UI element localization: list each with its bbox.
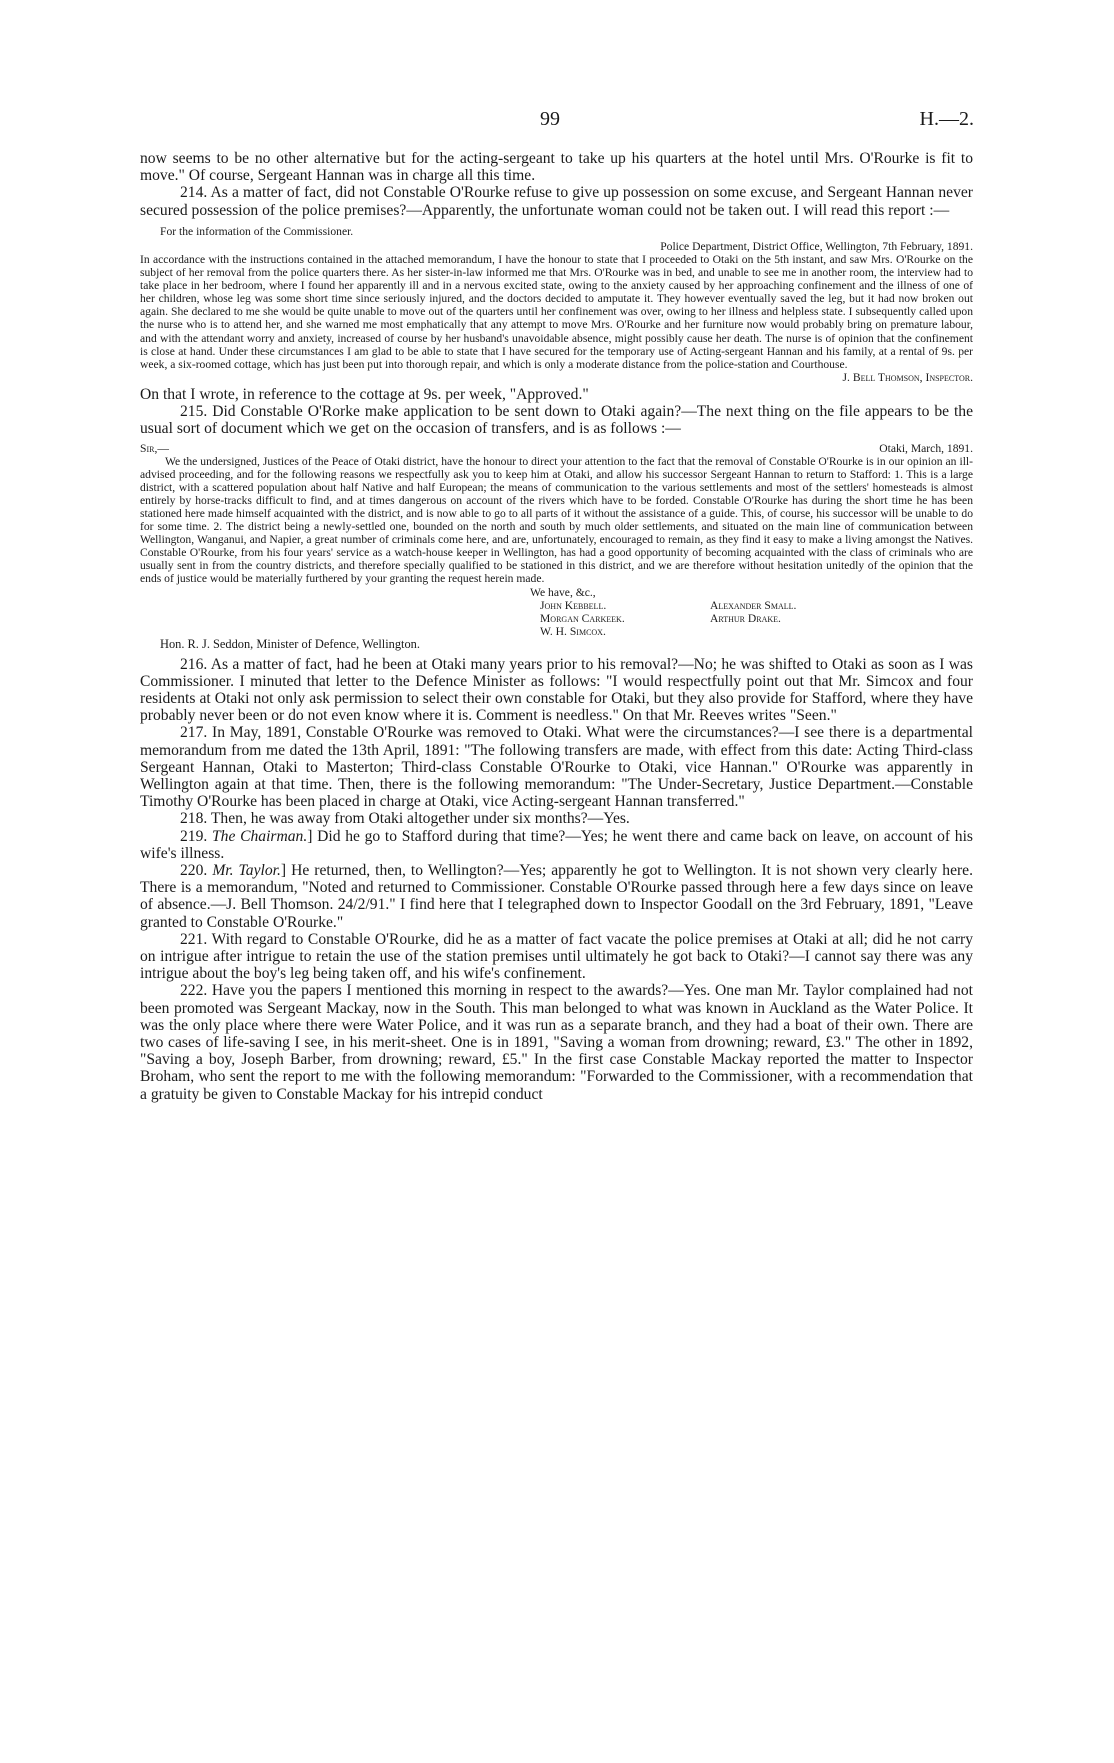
paragraph-216: 216. As a matter of fact, had he been at Otaki many years prior to his removal?—No; he was shifted to Otaki as soon as I was Commissioner. I minuted that letter to the Defence Minister as follows: "I would respectfully point out that Mr. Simcox and four residents at Otaki not only ask permission to select their own constable for Otaki, but they also provide for Stafford, where they have probably never been or do not even know where it is. Comment is needless." On that Mr. Reeves writes "Seen." — [140, 655, 973, 725]
letter-salutation: Sir,— — [140, 441, 169, 455]
letter-addressee: Hon. R. J. Seddon, Minister of Defence, Wellington. — [160, 636, 420, 651]
paragraph-text: ] Did he go to Stafford during that time?—Yes; he went there and came back on leave, on account of his wife's illness. — [140, 827, 973, 862]
report-for-info: For the information of the Commissioner. — [160, 224, 354, 238]
paragraph-217: 217. In May, 1891, Constable O'Rourke was removed to Otaki. What were the circumstances?—I see there is a departmental memorandum from me dated the 13th April, 1891: "The following transfers are made, with effect from this date: Acting Third-class Sergeant Hannan, Otaki to Masterton; Third-class Constable O'Rourke to Otaki, vice Hannan." O'Rourke was apparently in Wellington again at that time. Then, there is the following memorandum: "The Under-Secretary, Justice Department.—Constable Timothy O'Rourke has been placed in charge at Otaki, vice Acting-sergeant Hannan transferred." — [140, 724, 973, 811]
signatory: Arthur Drake. — [710, 611, 781, 625]
report-signature: J. Bell Thomson, Inspector. — [842, 370, 973, 384]
paragraph-218: 218. Then, he was away from Otaki altogether under six months?—Yes. — [180, 810, 630, 828]
signatory: Morgan Carkeek. — [540, 611, 625, 625]
letter-signature-block — [140, 586, 973, 652]
paragraph-219 — [140, 828, 973, 862]
signatory: Alexander Small. — [710, 598, 797, 612]
letter-closing: We have, &c., — [530, 585, 596, 599]
page-number: 99 — [540, 108, 560, 130]
paragraph-text: ] He returned, then, to Wellington?—Yes; apparently he got to Wellington. It is not shown very clearly here. There is a memorandum, "Noted and returned to Commissioner. Constable O'Rourke passed through here a few days since on leave of absence.—J. Bell Thomson. 24/2/91." I find here that I telegraphed down to Inspector Goodall on the 3rd February, 1891, "Leave granted to Constable O'Rourke." — [140, 862, 974, 931]
paragraph-number: 219. — [180, 827, 212, 845]
paragraph-221: 221. With regard to Constable O'Rourke, did he as a matter of fact vacate the police premises at Otaki at all; did he not carry on intrigue after intrigue to retain the use of the station premises until ultimately he got back to Otaki?—I cannot say there was any intrigue about the boy's leg being taken off, and his wife's confinement. — [140, 930, 973, 983]
letter-body: We the undersigned, Justices of the Peace of Otaki district, have the honour to direct your attention to the fact that the removal of Constable O'Rourke is in our opinion an ill-advised proceeding, and for the following reasons we respectfully ask you to keep him at Otaki, and allow his successor Sergeant Hannan to return to Stafford: 1. This is a large district, with a scattered population about half Native and half European; the means of communication to the various settlements and most of the settlers' homesteads is almost entirely by horse-tracks difficult to find, and at times dangerous on account of the rivers which have to be forded. Constable O'Rourke has during the short time he has been stationed here made himself acquainted with the district, and is now able to go to all parts of it without the assistance of a guide. This, of course, his successor will be unable to do for some time. 2. The district being a newly-settled one, bounded on the north and south by much older settlements, and situated on the main line of communication between Wellington, Wanganui, and Napier, a great number of criminals come here, and are, unfortunately, encouraged to remain, as they find it easy to make a living amongst the Natives. Constable O'Rourke, from his four years' service as a watch-house keeper in Wellington, has had a good opportunity of becoming acquainted with the class of criminals who are usually sent in from the country districts, and therefore specially qualified to be stationed in this district, and we are therefore without hesitation unitedly of the opinion that the ends of justice would be materially furthered by your granting the request herein made. — [140, 454, 973, 586]
paragraph-number: 220. — [180, 862, 213, 880]
paragraph-220 — [140, 862, 973, 931]
letter-dateline: Otaki, March, 1891. — [879, 441, 973, 455]
paragraph-222: 222. Have you the papers I mentioned this morning in respect to the awards?—Yes. One man Mr. Taylor complained had not been promoted was Sergeant Mackay, now in the South. This man belonged to what was known in Auckland as the Water Police. It was the only place where there were Water Police, and it was run as a separate branch, and they had a boat of their own. There are two cases of life-saving I see, in his merit-sheet. One is in 1891, "Saving a woman from drowning; reward, £3." The other in 1892, "Saving a boy, Joseph Barber, from drowning; reward, £5." In the first case Constable Mackay reported the matter to Inspector Broham, who sent the report to me with the following memorandum: "Forwarded to the Commissioner, with a recommendation that a gratuity be given to Constable Mackay for his intrepid conduct — [140, 982, 973, 1103]
signatory: John Kebbell. — [540, 598, 607, 612]
report-body: In accordance with the instructions contained in the attached memorandum, I have the honour to state that I proceeded to Otaki on the 5th instant, and saw Mrs. O'Rourke on the subject of her removal from the police quarters there. As her sister-in-law informed me that Mrs. O'Rourke was in bed, and unable to see me in another room, the interview had to take place in her bedroom, where I found her apparently ill and in a nervous excited state, owing to the anxiety caused by her approaching confinement and the illness of one of her children, whose leg was some short time since seriously injured, and the doctors decided to amputate it. They however eventually saved the leg, but it had now broken out again. She declared to me she would be quite unable to move out of the quarters until her confinement was over, owing to her illness and helpless state. I subsequently called upon the nurse who is to attend her, and she warned me most emphatically that any attempt to move Mrs. O'Rourke and her furniture now would probably bring on premature labour, and with the attendant worry and anxiety, increased of course by her husband's unavoidable absence, might possibly cause her death. The nurse is of opinion that the confinement is close at hand. Under these circumstances I am glad to be able to state that I have secured for the temporary use of Acting-sergeant Hannan and his family, at a rental of 9s. per week, a six-roomed cottage, which has just been put into thorough repair, and which is only a moderate distance from the police-station and Courthouse. — [140, 253, 973, 371]
speaker-label: Mr. Taylor. — [212, 862, 281, 880]
page-body — [140, 150, 973, 1103]
document-reference: H.—2. — [919, 108, 974, 130]
paragraph-continuation: now seems to be no other alternative but for the acting-sergeant to take up his quarters at the hotel until Mrs. O'Rourke is fit to move." Of course, Sergeant Hannan was in charge all this time. — [140, 150, 973, 185]
signatory: W. H. Simcox. — [540, 624, 606, 638]
paragraph-215: 215. Did Constable O'Rorke make application to be sent down to Otaki again?—The next thing on the file appears to be the usual sort of document which we get on the occasion of transfers, and is as follows :— — [140, 403, 973, 438]
speaker-label: The Chairman. — [211, 827, 308, 845]
paragraph-approved: On that I wrote, in reference to the cottage at 9s. per week, "Approved." — [140, 385, 589, 403]
page-header — [0, 108, 1114, 138]
letter-header — [140, 442, 973, 455]
report-dateline: Police Department, District Office, Wellington, 7th February, 1891. — [660, 239, 973, 253]
paragraph-214: 214. As a matter of fact, did not Constable O'Rourke refuse to give up possession on some excuse, and Sergeant Hannan never secured possession of the police premises?—Apparently, the unfortunate woman could not be taken out. I will read this report :— — [140, 184, 973, 219]
